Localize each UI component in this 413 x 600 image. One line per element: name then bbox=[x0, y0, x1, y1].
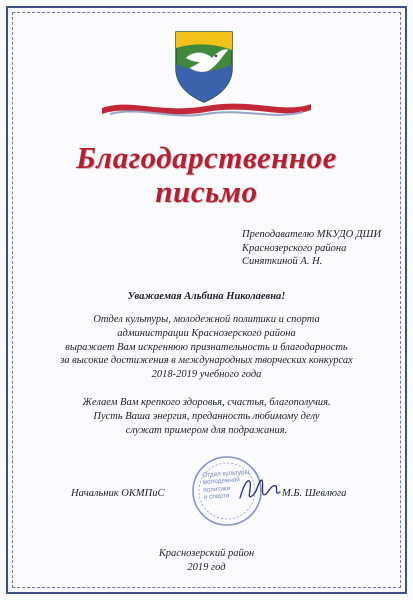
body-line: Отдел культуры, молодежной политики и спорта bbox=[93, 314, 320, 325]
signature-row bbox=[0, 488, 413, 504]
stamp-line: молодежной bbox=[202, 476, 241, 487]
ribbon-icon bbox=[100, 94, 313, 120]
footer-place: Краснозерский район bbox=[158, 548, 255, 559]
stamp-line: и спорта bbox=[203, 492, 230, 502]
recipient-block bbox=[242, 228, 402, 269]
letter-title-line-1: Благодарственное bbox=[76, 140, 337, 175]
stamp-line: Отдел культуры, bbox=[202, 468, 252, 479]
body-line: выражает Вам искреннюю признательность и благодарность bbox=[65, 341, 348, 353]
signatory-name: М.Б. Шевлюга bbox=[282, 488, 347, 499]
recipient-line: Преподавателю МКУДО ДШИ bbox=[242, 229, 382, 240]
greeting: Уважаемая Альбина Николаевна! bbox=[127, 291, 286, 302]
stamp-line: политики bbox=[203, 484, 231, 494]
recipient-line: Краснозерского района bbox=[242, 242, 347, 254]
body-line: администрации Краснозерского района bbox=[117, 327, 296, 339]
body-paragraph-1 bbox=[0, 313, 413, 382]
body-line: Пусть Ваша энергия, преданность любимому делу bbox=[93, 410, 320, 422]
body-line: 2018-2019 учебного года bbox=[151, 369, 262, 381]
body-line: за высокие достижения в международных творческих конкурсах bbox=[60, 355, 353, 367]
recipient-line: Синяткиной А. Н. bbox=[242, 256, 323, 267]
footer-year: 2019 год bbox=[187, 562, 226, 573]
body-line: Желаем Вам крепкого здоровья, счастья, благополучия. bbox=[82, 397, 331, 408]
signatory-position: Начальник ОКМПиС bbox=[71, 488, 165, 499]
body-line: служат примером для подражания. bbox=[125, 424, 288, 436]
body-paragraph-2 bbox=[0, 396, 413, 437]
letter-title-line-2: письмо bbox=[155, 174, 258, 209]
coat-of-arms-icon bbox=[172, 28, 236, 104]
